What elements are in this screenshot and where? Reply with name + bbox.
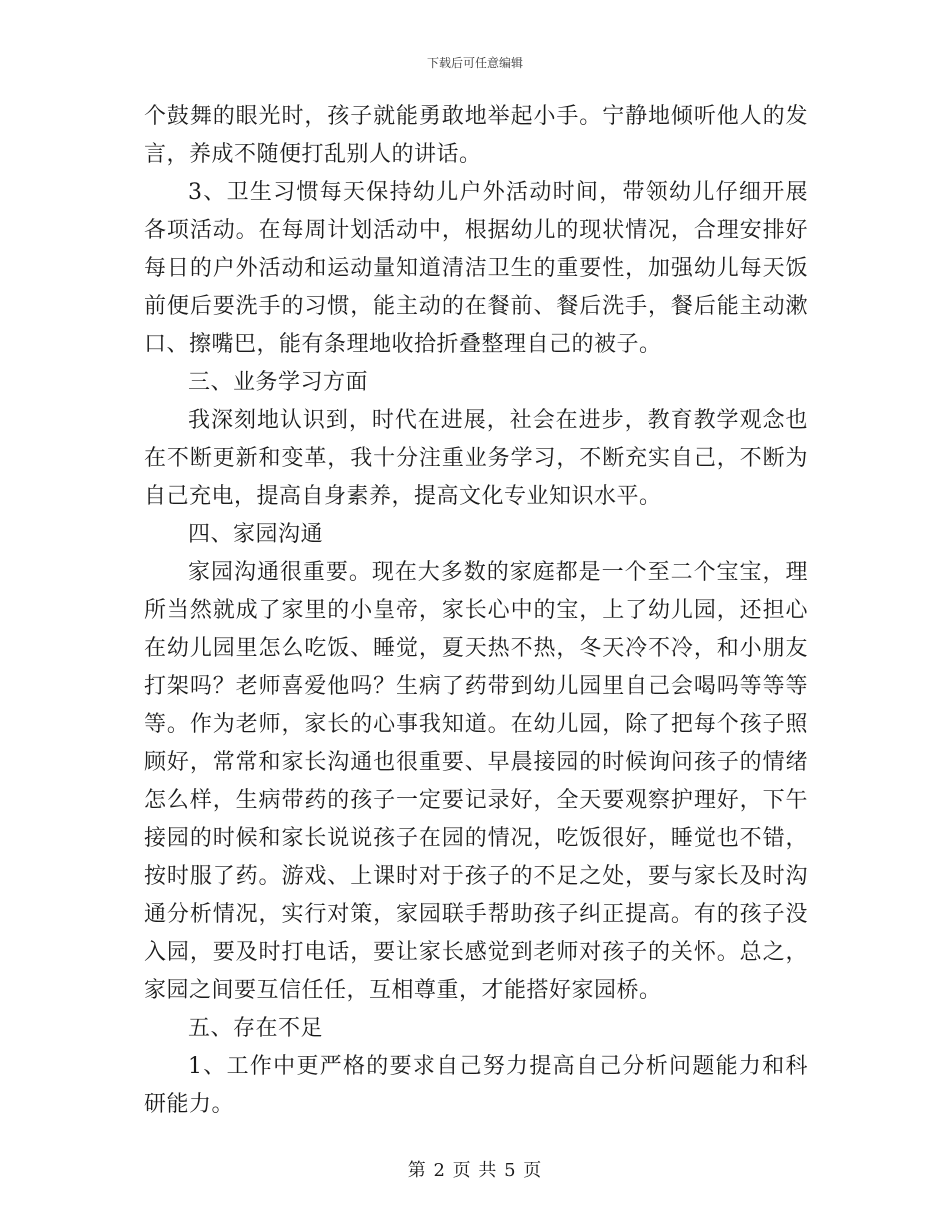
paragraph-continuation: 个鼓舞的眼光时，孩子就能勇敢地举起小手。宁静地倾听他人的发言，养成不随便打乱别人的讲话。	[144, 104, 808, 167]
section-heading-professional-study: 三、业务学习方面	[188, 370, 369, 395]
paragraph-home-school-communication: 家园沟通很重要。现在大多数的家庭都是一个至二个宝宝，理所当然就成了家里的小皇帝，家长心中的宝，上了幼儿园，还担心在幼儿园里怎么吃饭、睡觉，夏天热不热，冬天冷不冷，和小朋友打架吗？老师喜爱他吗？生病了药带到幼儿园里自己会喝吗等等等等。作为老师，家长的心事我知道。在幼儿园，除了把每个孩子照顾好，常常和家长沟通也很重要、早晨接园的时候询问孩子的情绪怎么样，生病带药的孩子一定要记录好，全天要观察护理好，下午接园的时候和家长说说孩子在园的情况，吃饭很好，睡觉也不错，按时服了药。游戏、上课时对于孩子的不足之处，要与家长及时沟通分析情况，实行对策，家园联手帮助孩子纠正提高。有的孩子没入园，要及时打电话，要让家长感觉到老师对孩子的关怀。总之，家园之间要互信任任，互相尊重，才能搭好家园桥。	[144, 560, 808, 1003]
page-header: 下载后可任意编辑	[426, 56, 523, 70]
section-heading-home-school-communication: 四、家园沟通	[188, 522, 324, 547]
section-heading-shortcomings: 五、存在不足	[188, 1016, 324, 1041]
paragraph-hygiene-habits: 3、卫生习惯每天保持幼儿户外活动时间，带领幼儿仔细开展各项活动。在每周计划活动中，根据幼儿的现状情况，合理安排好每日的户外活动和运动量知道清洁卫生的重要性，加强幼儿每天饭前便后要洗手的习惯，能主动的在餐前、餐后洗手，餐后能主动漱口、擦嘴巴，能有条理地收拾折叠整理自己的被子。	[144, 180, 808, 357]
page-footer: 第 2 页 共 5 页	[407, 1160, 543, 1181]
document-body	[144, 98, 808, 1124]
paragraph-professional-study: 我深刻地认识到，时代在进展，社会在进步，教育教学观念也在不断更新和变革，我十分注重业务学习，不断充实自己，不断为自己充电，提高自身素养，提高文化专业知识水平。	[144, 408, 808, 509]
paragraph-shortcomings-1: 1、工作中更严格的要求自己努力提高自己分析问题能力和科研能力。	[144, 1054, 808, 1117]
